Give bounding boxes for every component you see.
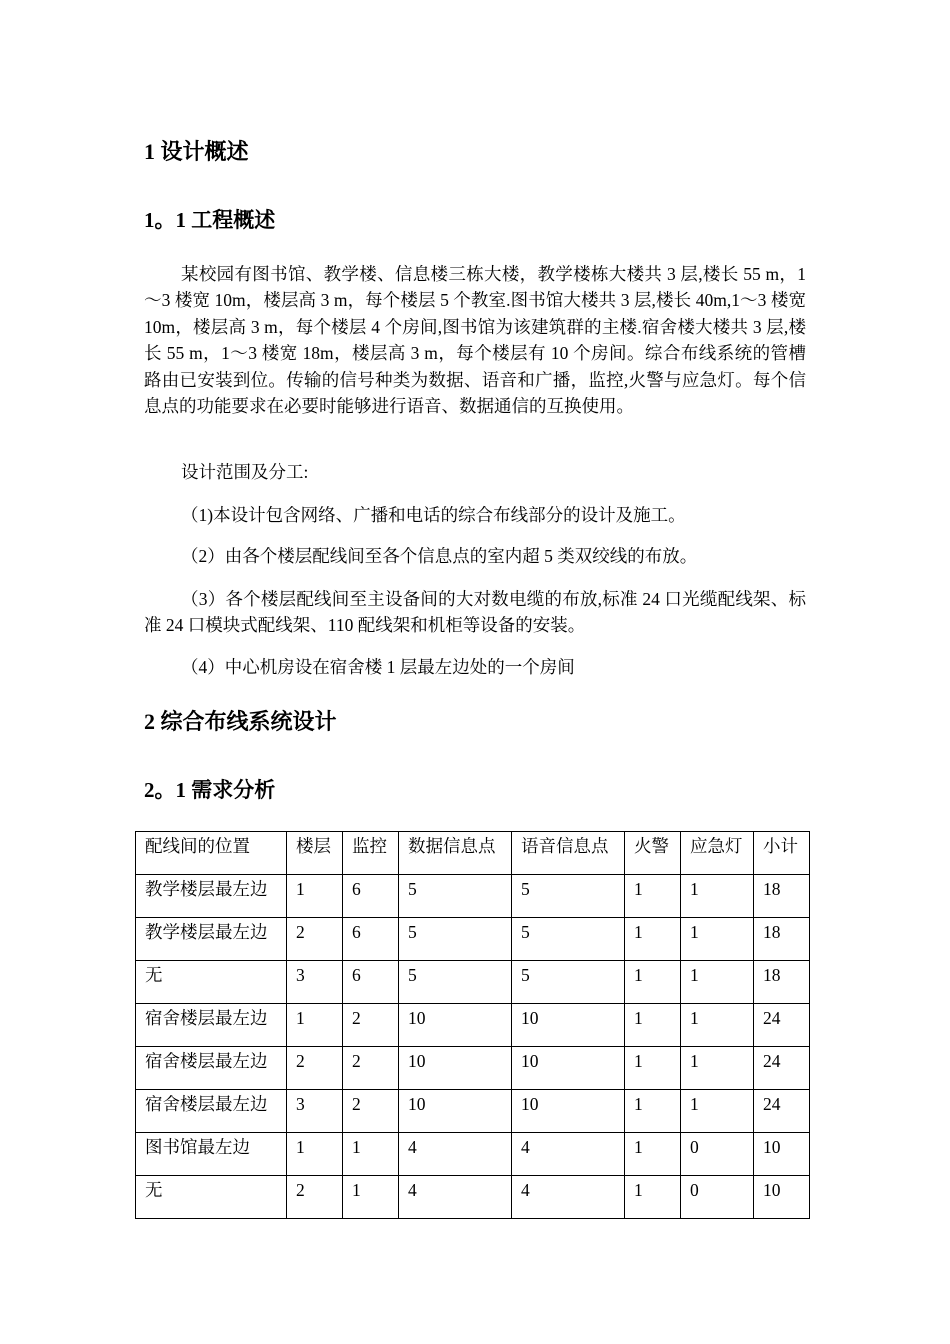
header-voice-points: 语音信息点 bbox=[512, 832, 625, 875]
table-row bbox=[136, 961, 810, 1004]
table-row bbox=[136, 1047, 810, 1090]
cell-voice-points: 5 bbox=[512, 961, 625, 1004]
cell-fire-alarm: 1 bbox=[625, 961, 681, 1004]
section-1-1-title: 1。1 工程概述 bbox=[144, 208, 276, 232]
scope-item-1: （1)本设计包含网络、广播和电话的综合布线部分的设计及施工。 bbox=[181, 505, 686, 525]
cell-voice-points: 4 bbox=[512, 1176, 625, 1219]
cell-fire-alarm: 1 bbox=[625, 1004, 681, 1047]
table-row bbox=[136, 1090, 810, 1133]
cell-fire-alarm: 1 bbox=[625, 1176, 681, 1219]
cell-voice-points: 5 bbox=[512, 918, 625, 961]
cell-location: 宿舍楼层最左边 bbox=[136, 1090, 287, 1133]
cell-data-points: 10 bbox=[399, 1004, 512, 1047]
cell-location: 教学楼层最左边 bbox=[136, 875, 287, 918]
table-row bbox=[136, 918, 810, 961]
header-location: 配线间的位置 bbox=[136, 832, 287, 875]
cell-emergency-light: 1 bbox=[681, 1047, 754, 1090]
cell-subtotal: 18 bbox=[754, 961, 810, 1004]
header-monitoring: 监控 bbox=[343, 832, 399, 875]
cell-floor: 1 bbox=[287, 875, 343, 918]
scope-heading: 设计范围及分工: bbox=[181, 462, 309, 482]
header-emergency-light: 应急灯 bbox=[681, 832, 754, 875]
table-row bbox=[136, 1176, 810, 1219]
cell-floor: 2 bbox=[287, 918, 343, 961]
requirements-table bbox=[135, 831, 810, 1219]
cell-emergency-light: 1 bbox=[681, 1004, 754, 1047]
cell-voice-points: 10 bbox=[512, 1090, 625, 1133]
table-header-row bbox=[136, 832, 810, 875]
cell-fire-alarm: 1 bbox=[625, 1090, 681, 1133]
scope-item-2: （2）由各个楼层配线间至各个信息点的室内超 5 类双绞线的布放。 bbox=[181, 546, 698, 566]
cell-monitoring: 6 bbox=[343, 918, 399, 961]
cell-floor: 1 bbox=[287, 1004, 343, 1047]
cell-subtotal: 18 bbox=[754, 918, 810, 961]
cell-emergency-light: 1 bbox=[681, 961, 754, 1004]
cell-fire-alarm: 1 bbox=[625, 1047, 681, 1090]
cell-location: 无 bbox=[136, 961, 287, 1004]
cell-monitoring: 6 bbox=[343, 875, 399, 918]
header-fire-alarm: 火警 bbox=[625, 832, 681, 875]
cell-monitoring: 2 bbox=[343, 1004, 399, 1047]
header-data-points: 数据信息点 bbox=[399, 832, 512, 875]
header-floor: 楼层 bbox=[287, 832, 343, 875]
cell-emergency-light: 0 bbox=[681, 1176, 754, 1219]
cell-voice-points: 10 bbox=[512, 1004, 625, 1047]
cell-subtotal: 24 bbox=[754, 1090, 810, 1133]
cell-monitoring: 2 bbox=[343, 1090, 399, 1133]
cell-subtotal: 24 bbox=[754, 1047, 810, 1090]
cell-floor: 2 bbox=[287, 1047, 343, 1090]
cell-subtotal: 10 bbox=[754, 1176, 810, 1219]
cell-subtotal: 18 bbox=[754, 875, 810, 918]
scope-item-4: （4）中心机房设在宿舍楼 1 层最左边处的一个房间 bbox=[181, 657, 575, 677]
cell-data-points: 10 bbox=[399, 1090, 512, 1133]
cell-data-points: 5 bbox=[399, 875, 512, 918]
section-2-1-title: 2。1 需求分析 bbox=[144, 778, 276, 802]
cell-floor: 3 bbox=[287, 961, 343, 1004]
table-row bbox=[136, 1133, 810, 1176]
cell-emergency-light: 1 bbox=[681, 1090, 754, 1133]
section-1-title: 1 设计概述 bbox=[144, 139, 249, 164]
scope-item-3: （3）各个楼层配线间至主设备间的大对数电缆的布放,标准 24 口光缆配线架、标准 24 口模块式配线架、110 配线架和机柜等设备的安装。 bbox=[144, 589, 806, 636]
cell-emergency-light: 1 bbox=[681, 918, 754, 961]
cell-monitoring: 6 bbox=[343, 961, 399, 1004]
cell-emergency-light: 0 bbox=[681, 1133, 754, 1176]
header-subtotal: 小计 bbox=[754, 832, 810, 875]
cell-monitoring: 1 bbox=[343, 1133, 399, 1176]
cell-subtotal: 10 bbox=[754, 1133, 810, 1176]
cell-location: 无 bbox=[136, 1176, 287, 1219]
cell-data-points: 5 bbox=[399, 918, 512, 961]
cell-fire-alarm: 1 bbox=[625, 875, 681, 918]
table-row bbox=[136, 875, 810, 918]
section-2-title: 2 综合布线系统设计 bbox=[144, 709, 337, 734]
cell-voice-points: 4 bbox=[512, 1133, 625, 1176]
cell-emergency-light: 1 bbox=[681, 875, 754, 918]
cell-location: 图书馆最左边 bbox=[136, 1133, 287, 1176]
table-row bbox=[136, 1004, 810, 1047]
cell-monitoring: 1 bbox=[343, 1176, 399, 1219]
cell-location: 教学楼层最左边 bbox=[136, 918, 287, 961]
cell-data-points: 4 bbox=[399, 1176, 512, 1219]
cell-subtotal: 24 bbox=[754, 1004, 810, 1047]
cell-location: 宿舍楼层最左边 bbox=[136, 1004, 287, 1047]
cell-data-points: 10 bbox=[399, 1047, 512, 1090]
cell-location: 宿舍楼层最左边 bbox=[136, 1047, 287, 1090]
cell-data-points: 5 bbox=[399, 961, 512, 1004]
cell-floor: 2 bbox=[287, 1176, 343, 1219]
cell-fire-alarm: 1 bbox=[625, 1133, 681, 1176]
cell-voice-points: 5 bbox=[512, 875, 625, 918]
cell-monitoring: 2 bbox=[343, 1047, 399, 1090]
overview-paragraph: 某校园有图书馆、教学楼、信息楼三栋大楼，教学楼栋大楼共 3 层,楼长 55 m，1～3 楼宽 10m，楼层高 3 m，每个楼层 5 个教室.图书馆大楼共 3 层,楼长 40m,1～3 楼宽 10m，楼层高 3 m，每个楼层 4 个房间,图书馆为该建筑群的主楼.宿舍楼大楼共 3 层,楼长 55 m，1～3 楼宽 18m，楼层高 3 m，每个楼层有 10 个房间。综合布线系统的管槽路由已安装到位。传输的信号种类为数据、语音和广播，监控,火警与应急灯。每个信息点的功能要求在必要时能够进行语音、数据通信的互换使用。 bbox=[144, 264, 806, 417]
cell-floor: 3 bbox=[287, 1090, 343, 1133]
cell-voice-points: 10 bbox=[512, 1047, 625, 1090]
cell-fire-alarm: 1 bbox=[625, 918, 681, 961]
cell-data-points: 4 bbox=[399, 1133, 512, 1176]
cell-floor: 1 bbox=[287, 1133, 343, 1176]
